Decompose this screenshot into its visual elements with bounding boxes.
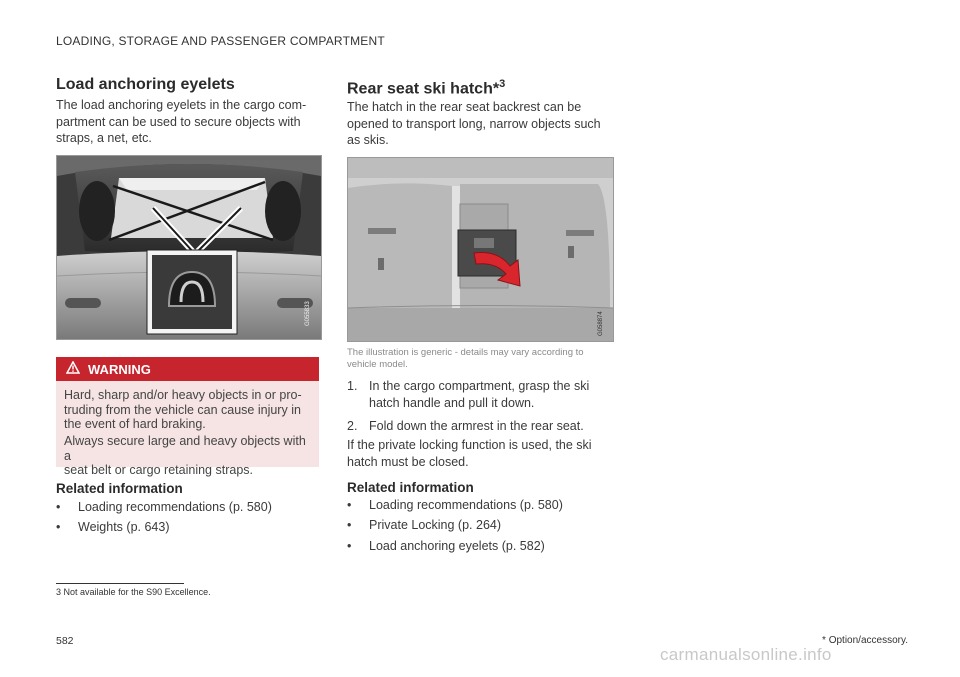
intro-line: The hatch in the rear seat backrest can be	[347, 100, 582, 114]
step-number: 2.	[347, 419, 358, 433]
related-link-label: Load anchoring eyelets (p. 582)	[369, 539, 545, 553]
step-line: In the cargo compartment, grasp the ski	[369, 379, 590, 393]
warning-line: Always secure large and heavy objects with a	[64, 434, 306, 463]
warning-header	[56, 357, 319, 381]
warning-line: Hard, sharp and/or heavy objects in or pro-	[64, 388, 302, 402]
note-line: If the private locking function is used, the ski	[347, 438, 592, 452]
warning-body	[56, 381, 319, 477]
footnote-number: 3	[56, 587, 62, 597]
ski-hatch-drawing	[348, 158, 613, 341]
related-link-private-locking[interactable]	[347, 518, 501, 532]
private-locking-note	[347, 437, 617, 470]
related-link-label: Loading recommendations (p. 580)	[369, 498, 563, 512]
warning-triangle-icon	[66, 361, 80, 377]
caption-line: vehicle model.	[347, 358, 408, 370]
related-link-load-anchoring-eyelets[interactable]	[347, 539, 545, 553]
intro-line: partment can be used to secure objects with	[56, 114, 301, 129]
step-1	[347, 378, 617, 411]
related-link-label: Weights (p. 643)	[78, 520, 170, 534]
section-title-load-anchoring: Load anchoring eyelets	[56, 76, 235, 93]
caption-line: The illustration is generic - details may vary according to	[347, 347, 584, 358]
footnote	[56, 587, 211, 597]
warning-line: the event of hard braking.	[64, 417, 206, 431]
cargo-eyelets-drawing	[57, 156, 321, 339]
footnote-reference[interactable]: 3	[499, 78, 506, 90]
related-link-label: Private Locking (p. 264)	[369, 518, 502, 532]
footnote-rule	[56, 583, 184, 584]
figure-code: G055833	[305, 301, 311, 326]
bullet-icon: •	[56, 520, 61, 534]
step-line: hatch handle and pull it down.	[369, 395, 535, 410]
related-link-loading-recommendations[interactable]	[347, 498, 563, 512]
cargo-eyelets-illustration	[56, 155, 322, 340]
related-link-label: Loading recommendations (p. 580)	[78, 500, 272, 514]
footnote-text: Not available for the S90 Excellence.	[63, 587, 211, 597]
warning-paragraph-1	[64, 388, 314, 432]
note-line: hatch must be closed.	[347, 454, 469, 469]
ski-hatch-illustration	[347, 157, 614, 342]
warning-title: WARNING	[88, 361, 151, 377]
intro-line: straps, a net, etc.	[56, 131, 152, 145]
intro-line: as skis.	[347, 133, 389, 147]
step-number: 1.	[347, 379, 358, 393]
page-number: 582	[56, 635, 74, 647]
running-header: LOADING, STORAGE AND PASSENGER COMPARTMENT	[56, 34, 385, 48]
bullet-icon: •	[347, 498, 352, 512]
intro-line: opened to transport long, narrow objects such	[347, 116, 601, 131]
bullet-icon: •	[347, 539, 352, 553]
ski-hatch-intro	[347, 99, 617, 149]
related-information-title: Related information	[56, 481, 183, 496]
bullet-icon: •	[347, 518, 352, 532]
option-accessory-note: * Option/accessory.	[822, 635, 908, 646]
intro-line: The load anchoring eyelets in the cargo com-	[56, 98, 307, 112]
related-link-weights[interactable]	[56, 520, 169, 534]
warning-paragraph-2	[64, 434, 314, 478]
load-anchoring-intro	[56, 97, 326, 147]
warning-line: seat belt or cargo retaining straps.	[64, 463, 253, 477]
ski-hatch-caption	[347, 347, 617, 370]
bullet-icon: •	[56, 500, 61, 514]
warning-line: truding from the vehicle can cause injury in	[64, 402, 301, 417]
related-link-loading-recommendations[interactable]	[56, 500, 272, 514]
section-title-ski-hatch	[347, 78, 505, 98]
figure-code: G058874	[598, 311, 604, 336]
step-2	[347, 418, 617, 435]
step-line: Fold down the armrest in the rear seat.	[369, 419, 584, 433]
ski-hatch-title-text: Rear seat ski hatch*	[347, 80, 500, 98]
related-information-title: Related information	[347, 480, 474, 495]
watermark: carmanualsonline.info	[660, 645, 832, 664]
